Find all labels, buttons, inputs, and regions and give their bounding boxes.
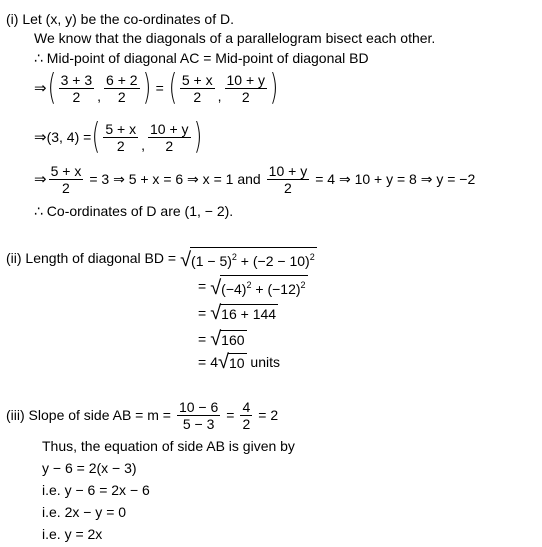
- fraction-denominator: 5 − 3: [182, 415, 215, 432]
- exponent: 2: [309, 251, 315, 262]
- equals-sign: =: [198, 331, 207, 347]
- fraction-denominator: 2: [72, 88, 81, 105]
- part-i-equation-3: [34, 160, 475, 198]
- fraction-denominator: 2: [117, 88, 126, 105]
- fraction-denominator: 2: [116, 137, 125, 154]
- fraction-numerator: 5 + x: [181, 71, 213, 88]
- fraction: [240, 399, 252, 432]
- midpoint-value: (3, 4) =: [46, 129, 92, 145]
- part-ii-line-5: [198, 350, 280, 374]
- solve-y-steps: = 4 ⇒ 10 + y = 8 ⇒ y = −2: [315, 170, 476, 187]
- part-iii-step-2: i.e. 2x − y = 0: [42, 504, 127, 520]
- fraction: [177, 399, 220, 432]
- part-i-conclusion: ∴ Co-ordinates of D are (1, − 2).: [34, 203, 234, 219]
- fraction-numerator: 10 + y: [226, 71, 266, 88]
- fraction-numerator: 10 + y: [150, 120, 189, 137]
- radicand: [190, 247, 317, 270]
- term: + (−2 − 10): [236, 252, 310, 269]
- right-paren: ): [269, 67, 279, 108]
- right-paren: ): [193, 116, 202, 157]
- radicand: 10: [228, 355, 245, 371]
- fraction-denominator: 2: [241, 88, 250, 105]
- coefficient: 4: [210, 354, 218, 370]
- term: + (−12): [251, 280, 301, 297]
- part-i-intro: (i) Let (x, y) be the co-ordinates of D.: [6, 11, 234, 27]
- part-iii-step-1: i.e. y − 6 = 2x − 6: [42, 482, 150, 498]
- fraction: [59, 72, 95, 105]
- part-i-equation-1: [34, 68, 279, 108]
- radical-sign: √: [210, 302, 222, 324]
- implies-symbol: ⇒: [34, 129, 47, 146]
- exponent: 2: [300, 279, 306, 290]
- slope-result: = 2: [258, 407, 279, 423]
- fraction-numerator: 6 + 2: [106, 71, 138, 88]
- part-i-statement: We know that the diagonals of a parallelogram bisect each other.: [34, 30, 436, 46]
- fraction: [148, 121, 191, 154]
- fraction-numerator: 5 + x: [105, 120, 137, 137]
- fraction: [104, 72, 140, 105]
- fraction-denominator: 2: [62, 179, 70, 196]
- square-root: [180, 247, 317, 270]
- fraction: [103, 121, 138, 154]
- right-paren: ): [142, 67, 151, 108]
- part-iii-slope: [6, 395, 278, 435]
- square-root: [218, 352, 247, 372]
- part-ii-line-2: [198, 274, 308, 298]
- part-iii-statement: Thus, the equation of side AB is given by: [42, 438, 295, 454]
- radical-sign: √: [217, 351, 229, 373]
- square-root: [210, 329, 246, 349]
- square-root: [210, 303, 278, 323]
- comma: ,: [217, 88, 222, 104]
- solve-x-steps: = 3 ⇒ 5 + x = 6 ⇒ x = 1 and: [89, 170, 261, 187]
- fraction-numerator: 3 + 3: [60, 71, 93, 88]
- left-paren: (: [168, 67, 178, 108]
- implies-symbol: ⇒: [34, 80, 47, 97]
- fraction-denominator: 2: [165, 137, 174, 154]
- fraction: [267, 163, 310, 196]
- comma: ,: [141, 137, 146, 153]
- part-i-midpoint-claim: ∴ Mid-point of diagonal AC = Mid-point of diagonal BD: [34, 50, 369, 66]
- term: (−4): [221, 280, 247, 297]
- radical-sign: √: [180, 248, 192, 271]
- equals-sign: =: [155, 80, 164, 96]
- left-paren: (: [92, 116, 101, 157]
- part-ii-line-4: [198, 327, 247, 351]
- implies-symbol: ⇒: [34, 171, 47, 188]
- fraction-numerator: 10 + y: [268, 162, 308, 179]
- fraction-numerator: 10 − 6: [178, 398, 219, 415]
- exponent: 2: [231, 251, 237, 262]
- units-label: units: [246, 354, 281, 370]
- exponent: 2: [246, 279, 252, 290]
- fraction-numerator: 4: [242, 398, 251, 415]
- equals-sign: =: [198, 305, 207, 321]
- comma: ,: [97, 88, 102, 104]
- part-ii-label: (ii) Length of diagonal BD =: [6, 250, 177, 266]
- equals-sign: =: [198, 354, 207, 370]
- radicand: [220, 275, 307, 298]
- term: (1 − 5): [191, 252, 232, 269]
- fraction-denominator: 2: [193, 88, 202, 105]
- left-paren: (: [47, 67, 56, 108]
- part-i-equation-2: [34, 117, 203, 157]
- radical-sign: √: [210, 276, 222, 299]
- part-iii-point-slope: y − 6 = 2(x − 3): [42, 460, 137, 476]
- equals-sign: =: [226, 407, 235, 423]
- fraction: [49, 163, 84, 196]
- radical-sign: √: [210, 328, 222, 350]
- fraction: [225, 72, 268, 105]
- square-root: [210, 275, 307, 298]
- radicand: 160: [221, 332, 245, 348]
- radicand: 16 + 144: [221, 306, 277, 322]
- part-iii-label: (iii) Slope of side AB = m =: [6, 407, 171, 423]
- fraction: [180, 72, 215, 105]
- part-iii-result: i.e. y = 2x: [42, 526, 103, 542]
- fraction-denominator: 2: [284, 179, 292, 196]
- fraction-numerator: 5 + x: [50, 162, 82, 179]
- part-ii-line-3: [198, 301, 278, 325]
- fraction-denominator: 2: [242, 415, 251, 432]
- equals-sign: =: [198, 278, 207, 294]
- part-ii-line-1: [6, 246, 317, 270]
